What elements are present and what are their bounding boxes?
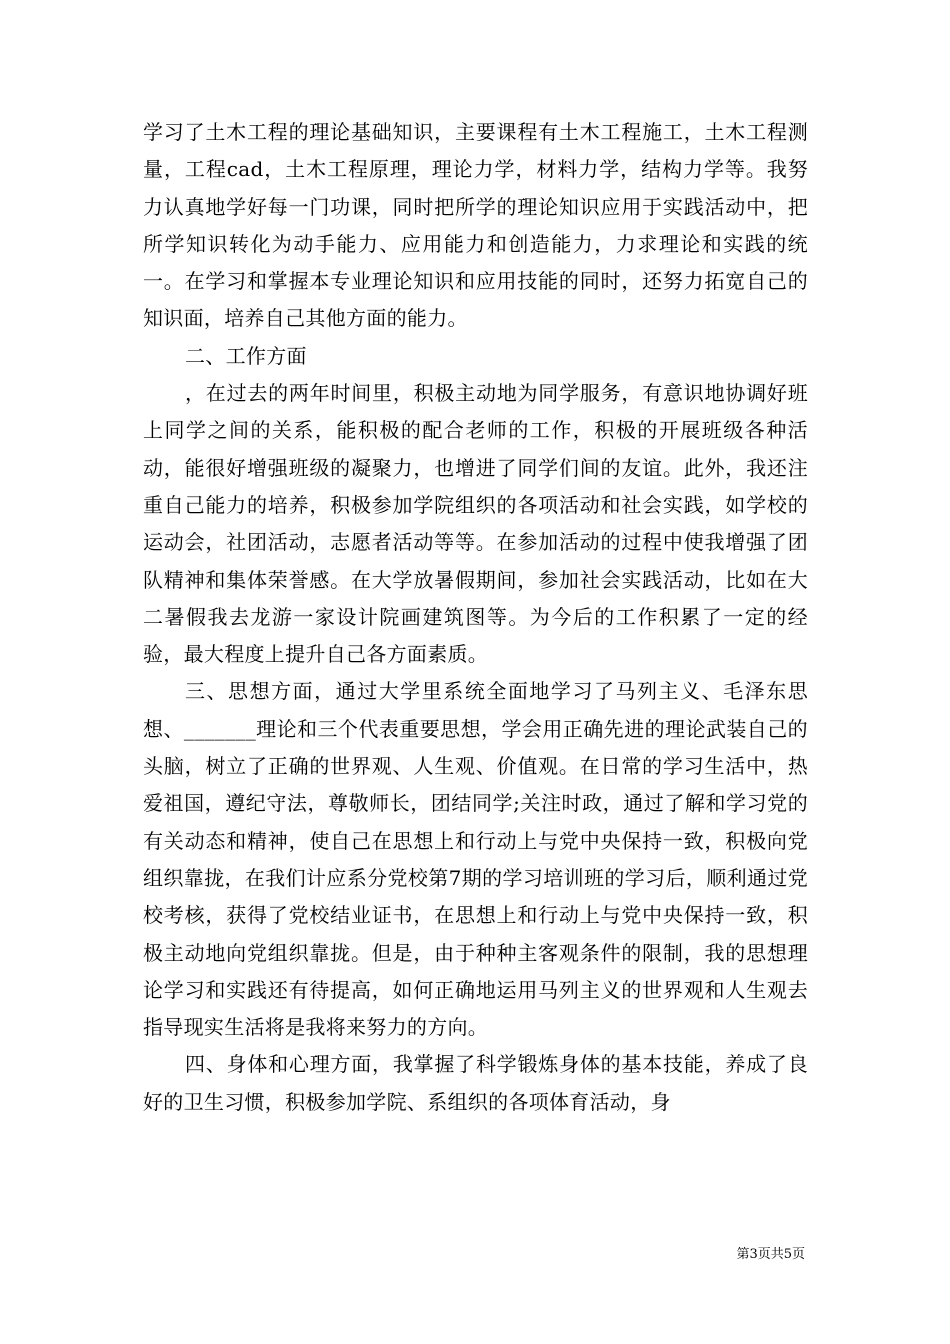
- document-body: [143, 114, 808, 1121]
- paragraph-health: 四、身体和心理方面，我掌握了科学锻炼身体的基本技能，养成了良好的卫生习惯，积极参加学院、系组织的各项体育活动，身: [143, 1052, 808, 1114]
- paragraph-work: ，在过去的两年时间里，积极主动地为同学服务，有意识地协调好班上同学之间的关系，能积极的配合老师的工作，积极的开展班级各种活动，能很好增强班级的凝聚力，也增进了同学们间的友谊。此外，我还注重自己能力的培养，积极参加学院组织的各项活动和社会实践，如学校的运动会，社团活动，志愿者活动等等。在参加活动的过程中使我增强了团队精神和集体荣誉感。在大学放暑假期间，参加社会实践活动，比如在大二暑假我去龙游一家设计院画建筑图等。为今后的工作积累了一定的经验，最大程度上提升自己各方面素质。: [143, 381, 808, 667]
- paragraph-thought: 三、思想方面，通过大学里系统全面地学习了马列主义、毛泽东思想、_______理论和三个代表重要思想，学会用正确先进的理论武装自己的头脑，树立了正确的世界观、人生观、价值观。在日常的学习生活中，热爱祖国，遵纪守法，尊敬师长，团结同学;关注时政，通过了解和学习党的有关动态和精神，使自己在思想上和行动上与党中央保持一致，积极向党组织靠拢，在我们计应系分党校第7期的学习培训班的学习后，顺利通过党校考核，获得了党校结业证书，在思想上和行动上与党中央保持一致，积极主动地向党组织靠拢。但是，由于种种主客观条件的限制，我的思想理论学习和实践还有待提高，如何正确地运用马列主义的世界观和人生观去指导现实生活将是我将来努力的方向。: [143, 679, 808, 1040]
- page-number: 第3页共5页: [736, 1247, 805, 1262]
- paragraph-study: 学习了土木工程的理论基础知识，主要课程有土木工程施工，土木工程测量，工程cad，土木工程原理，理论力学，材料力学，结构力学等。我努力认真地学好每一门功课，同时把所学的理论知识应用于实践活动中，把所学知识转化为动手能力、应用能力和创造能力，力求理论和实践的统一。在学习和掌握本专业理论知识和应用技能的同时，还努力拓宽自己的知识面，培养自己其他方面的能力。: [143, 120, 808, 331]
- heading-work: 二、工作方面: [185, 343, 307, 368]
